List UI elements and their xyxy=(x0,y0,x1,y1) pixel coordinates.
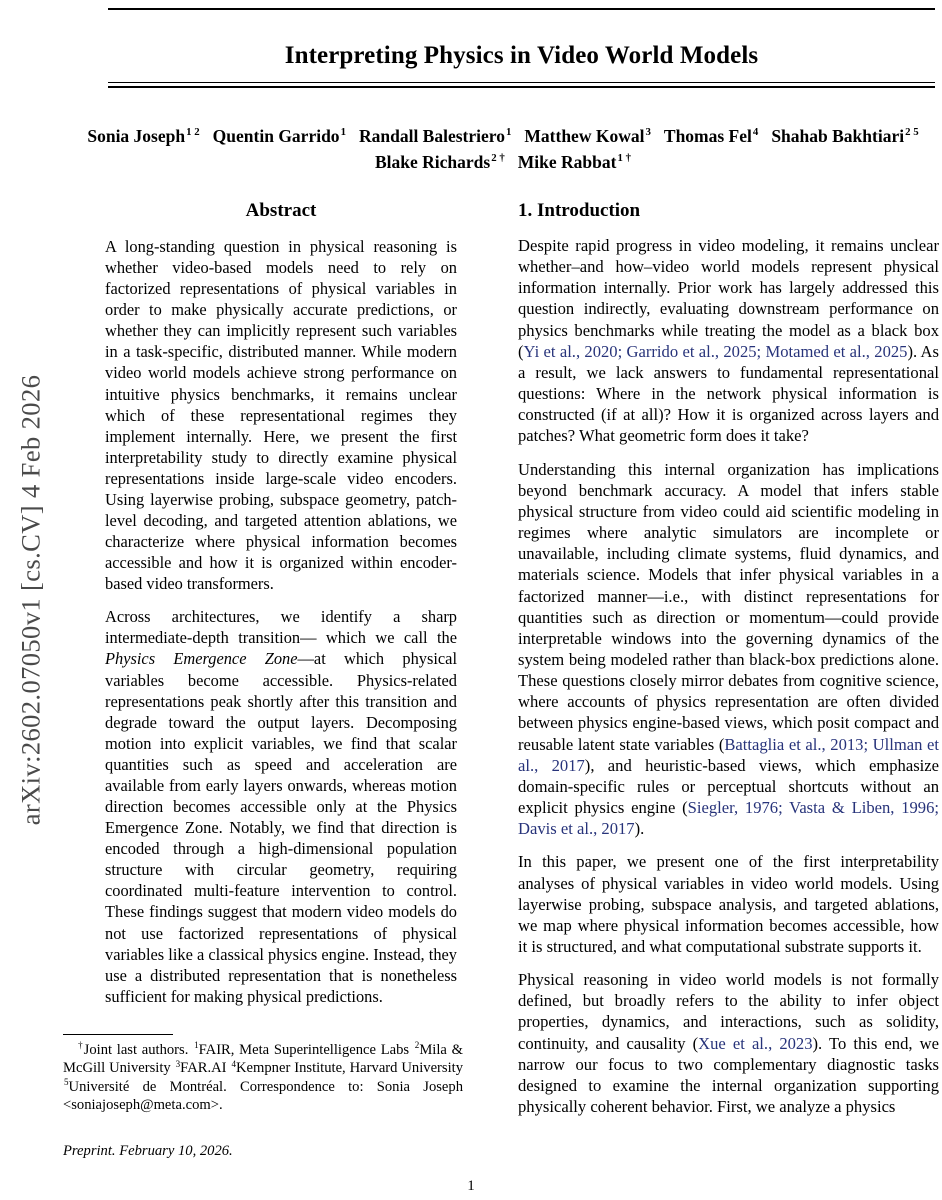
abstract-heading: Abstract xyxy=(245,200,317,221)
author-affiliation-marks: 1 2 xyxy=(186,126,200,139)
intro-p2-part-c: ). xyxy=(634,819,645,839)
footnote-text xyxy=(63,1041,463,1115)
affiliation-marker-1: 1 xyxy=(194,1040,199,1051)
footnote-dagger-marker: † xyxy=(77,1040,84,1051)
author-entry xyxy=(518,152,631,172)
affiliation-2: Mila & McGill University xyxy=(63,1042,463,1077)
section-heading-introduction: 1. Introduction xyxy=(518,200,641,221)
author-name: Mike Rabbat xyxy=(517,151,617,172)
author-entry xyxy=(771,126,918,146)
affiliation-5: Université de Montréal. Correspondence to: Sonia Joseph <soniajoseph@meta.com>. xyxy=(63,1078,463,1114)
author-name: Sonia Joseph xyxy=(87,126,186,146)
affiliation-4: Kempner Institute, Harvard University xyxy=(236,1060,463,1077)
intro-p4-part-b: ). To this end, we narrow our focus to two complementary diagnostic tasks designed to examine the internal organization supporting physically coherent behavior. First, we analyze a physics xyxy=(518,1033,939,1117)
affiliation-marker-2: 2 xyxy=(414,1040,420,1051)
author-affiliation-marks: 2 † xyxy=(491,152,505,165)
abstract-paragraph-2 xyxy=(105,606,457,1006)
citation-link[interactable]: Xue et al., 2023 xyxy=(698,1033,813,1053)
author-entry xyxy=(375,152,505,172)
intro-paragraph-2 xyxy=(518,459,939,840)
citation-link[interactable]: Yi et al., 2020; Garrido et al., 2025; Motamed et al., 2025 xyxy=(523,341,908,361)
author-name: Blake Richards xyxy=(374,151,491,172)
intro-p1-part-b: ). As a result, we lack answers to fundamental representational questions: Where in the network physical information is constructed (if at all)? How it is organized across layers and patches? What geometric form does it take? xyxy=(518,341,939,446)
affiliation-3: FAR.AI xyxy=(180,1060,231,1077)
author-entry xyxy=(524,126,650,146)
intro-paragraph-3: In this paper, we present one of the first interpretability analyses of physical variables in video world models. Using layerwise probing, subspace analysis, and targeted ablations, we map where physical information becomes accessible, how it is structured, and what computational substrate supports it. xyxy=(518,852,939,956)
abstract-paragraph-1: A long-standing question in physical reasoning is whether video-based models need to rely on factorized representations of physical variables in order to make physically accurate predictions, or whether they can implicitly represent such variables in a task-specific, distributed manner. While modern video world models achieve strong performance on intuitive physics benchmarks, it remains unclear which of these representational regimes they implement internally. Here, we present the first interpretability study to directly examine physical representations inside large-scale video encoders. Using layerwise probing, subspace geometry, patch-level decoding, and targeted attention ablations, we characterize where physical information becomes accessible and how it is organized within encoder-based video transformers. xyxy=(105,237,457,594)
header-rule-top xyxy=(108,8,935,10)
author-entry xyxy=(664,126,758,146)
author-affiliation-marks: 1 xyxy=(340,126,346,139)
footnote-block xyxy=(63,1034,463,1115)
affiliation-marker-3: 3 xyxy=(175,1058,181,1069)
citation-link[interactable]: Siegler, 1976; Vasta & Liben, 1996; Davis et al., 2017 xyxy=(518,798,940,839)
footnote-rule xyxy=(63,1034,173,1035)
intro-paragraph-1 xyxy=(518,235,939,447)
author-list xyxy=(70,124,936,176)
author-affiliation-marks: 2 5 xyxy=(905,126,919,139)
column-left xyxy=(105,200,457,1007)
author-affiliation-marks: 1 xyxy=(505,126,512,139)
affiliation-marker-4: 4 xyxy=(231,1058,236,1069)
citation-link[interactable]: Battaglia et al., 2013; Ullman et al., 2017 xyxy=(518,734,940,775)
header-rule-under-title-thin xyxy=(108,82,935,83)
author-name: Randall Balestriero xyxy=(358,126,505,146)
intro-p2-part-a: Understanding this internal organization has implications beyond benchmark accuracy. A model that infers stable physical structure from video could aid scientific modeling in regimes where analytic simulators are incomplete or unavailable, including climate systems, fluid dynamics, and materials science. Models that infer physical variables in a factorized manner—i.e., with distinct representations for quantities such as direction or momentum—could provide interpretable windows into the governing dynamics of the system being modeled rather than black-box predictions alone. These questions closely mirror debates from cognitive science, where accounts of physics representation are often divided between physics engine-based views, which posit compact and reusable latent state variables ( xyxy=(518,459,939,754)
intro-p2-part-b: ), and heuristic-based views, which emphasize domain-specific rules or perceptual shortcuts without an explicit physics engine ( xyxy=(518,755,939,818)
intro-p1-part-a: Despite rapid progress in video modeling, it remains unclear whether–and how–video world models represent physical information internally. Prior work has largely addressed this question indirectly, evaluating downstream performance on physics benchmarks while treating the model as a black box ( xyxy=(518,236,939,361)
affiliation-marker-5: 5 xyxy=(64,1077,69,1088)
page-number: 1 xyxy=(467,1178,475,1194)
author-name: Matthew Kowal xyxy=(524,126,645,146)
header-rule-under-title-thick xyxy=(108,86,935,88)
author-entry xyxy=(87,126,199,146)
abstract-body xyxy=(105,236,457,1007)
author-name: Shahab Bakhtiari xyxy=(771,126,905,146)
arxiv-stamp-text: arXiv:2602.07050v1 [cs.CV] 4 Feb 2026 xyxy=(15,374,46,826)
abstract-p2-emphasis: Physics Emergence Zone xyxy=(105,649,298,669)
footnote-joint-authors: Joint last authors. xyxy=(83,1042,194,1058)
author-name: Thomas Fel xyxy=(663,126,752,146)
abstract-p2-part-b: —at which physical variables become accessible. Physics-related representations peak shortly after this transition and degrade toward the output layers. Decomposing motion into explicit variables, we find that scalar quantities such as speed and acceleration are available from early layers onwards, whereas motion direction becomes accessible only at the Physics Emergence Zone. Notably, we find that direction is encoded through a high-dimensional population structure with circular geometry, requiring coordinated multi-feature intervention to control. These findings suggest that modern video models do not use factorized representations of physical variables like a classical physics engine. Instead, they use a distributed representation that is nonetheless sufficient for making physical predictions. xyxy=(105,649,457,1006)
abstract-p2-part-a: Across architectures, we identify a sharp intermediate-depth transition— which we call the xyxy=(105,607,457,648)
affiliation-1: FAIR, Meta Superintelligence Labs xyxy=(198,1042,414,1058)
intro-paragraph-4 xyxy=(518,969,939,1117)
author-affiliation-marks: 4 xyxy=(752,126,759,139)
page-title: Interpreting Physics in Video World Models xyxy=(284,41,759,69)
author-name: Quentin Garrido xyxy=(212,126,340,146)
author-affiliation-marks: 1 † xyxy=(617,152,632,165)
column-right xyxy=(518,200,939,1117)
author-entry xyxy=(359,126,511,146)
author-entry xyxy=(213,126,346,146)
intro-p4-part-a: Physical reasoning in video world models is not formally defined, but broadly refers to the ability to infer object properties, dynamics, and interactions, such as solidity, continuity, and causality ( xyxy=(518,970,939,1053)
preprint-notice: Preprint. February 10, 2026. xyxy=(63,1143,233,1159)
author-affiliation-marks: 3 xyxy=(645,126,651,139)
